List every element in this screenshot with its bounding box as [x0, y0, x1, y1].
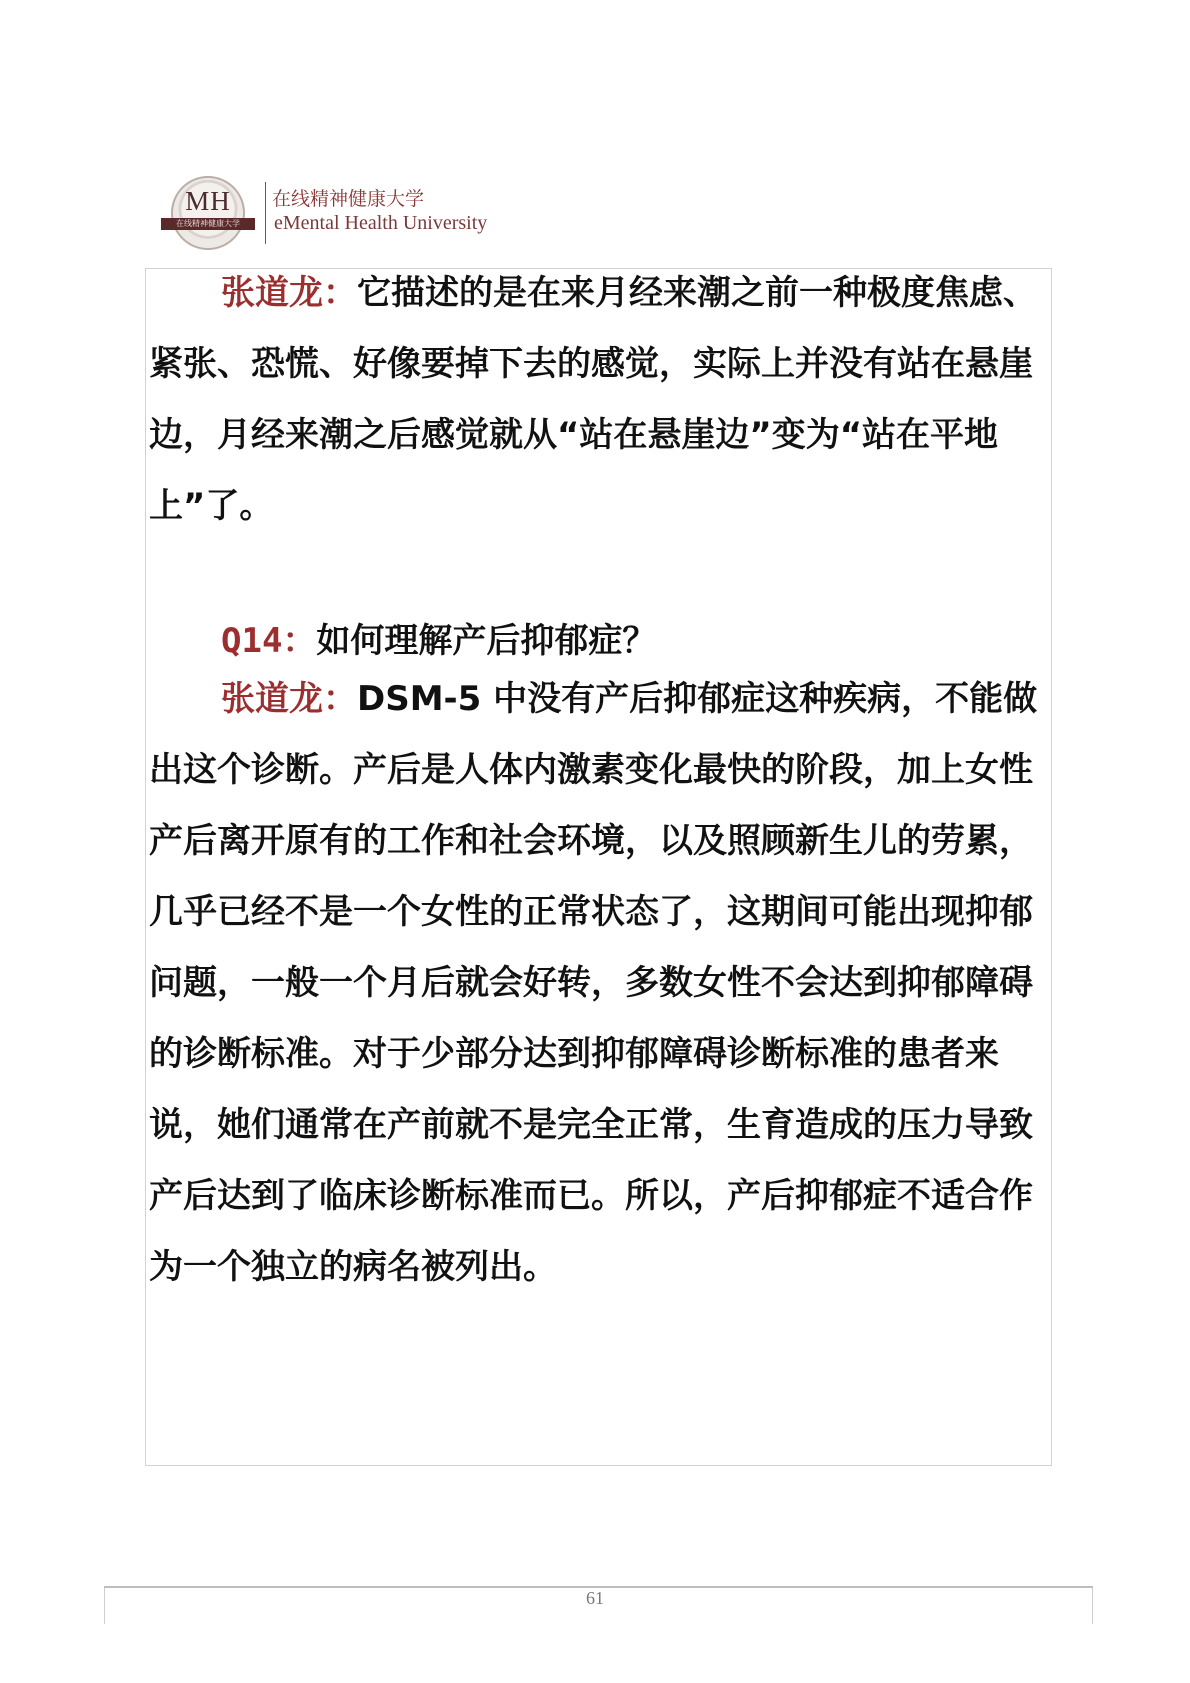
speaker-label: 张道龙：	[221, 679, 357, 719]
seal-mark: MH	[185, 186, 231, 216]
question-heading	[221, 613, 656, 662]
answer-text: 它描述的是在来月经来潮之前一种极度焦虑、紧张、恐慌、好像要掉下去的感觉，实际上并没有站在悬崖边，月经来潮之后感觉就从“站在悬崖边”变为“站在平地上”了。	[149, 273, 1037, 526]
logo-name-cn: 在线精神健康大学	[272, 188, 425, 210]
answer-text: DSM-5 中没有产后抑郁症这种疾病，不能做出这个诊断。产后是人体内激素变化最快的阶段，加上女性产后离开原有的工作和社会环境，以及照顾新生儿的劳累，几乎已经不是一个女性的正常状态了，这期间可能出现抑郁问题，一般一个月后就会好转，多数女性不会达到抑郁障碍的诊断标准。对于少部分达到抑郁障碍诊断标准的患者来说，她们通常在产前就不是完全正常，生育造成的压力导致产后达到了临床诊断标准而已。所以，产后抑郁症不适合作为一个独立的病名被列出。	[149, 679, 1038, 1287]
speaker-label: 张道龙：	[221, 273, 357, 313]
page-number: 61	[586, 1588, 604, 1608]
footer-rule-right-edge	[1092, 1588, 1093, 1624]
seal-ribbon: 在线精神健康大学	[161, 218, 255, 230]
logo-name-en: eMental Health University	[274, 212, 488, 234]
answer-paragraph-1	[149, 258, 1049, 542]
question-label: Q14：	[221, 621, 317, 661]
mh-seal-icon	[171, 176, 245, 250]
footer-rule-left-edge	[104, 1588, 105, 1624]
logo-divider	[265, 182, 266, 244]
question-text: 如何理解产后抑郁症？	[316, 621, 657, 661]
university-logo	[171, 176, 501, 254]
answer-paragraph-2	[149, 664, 1049, 1303]
